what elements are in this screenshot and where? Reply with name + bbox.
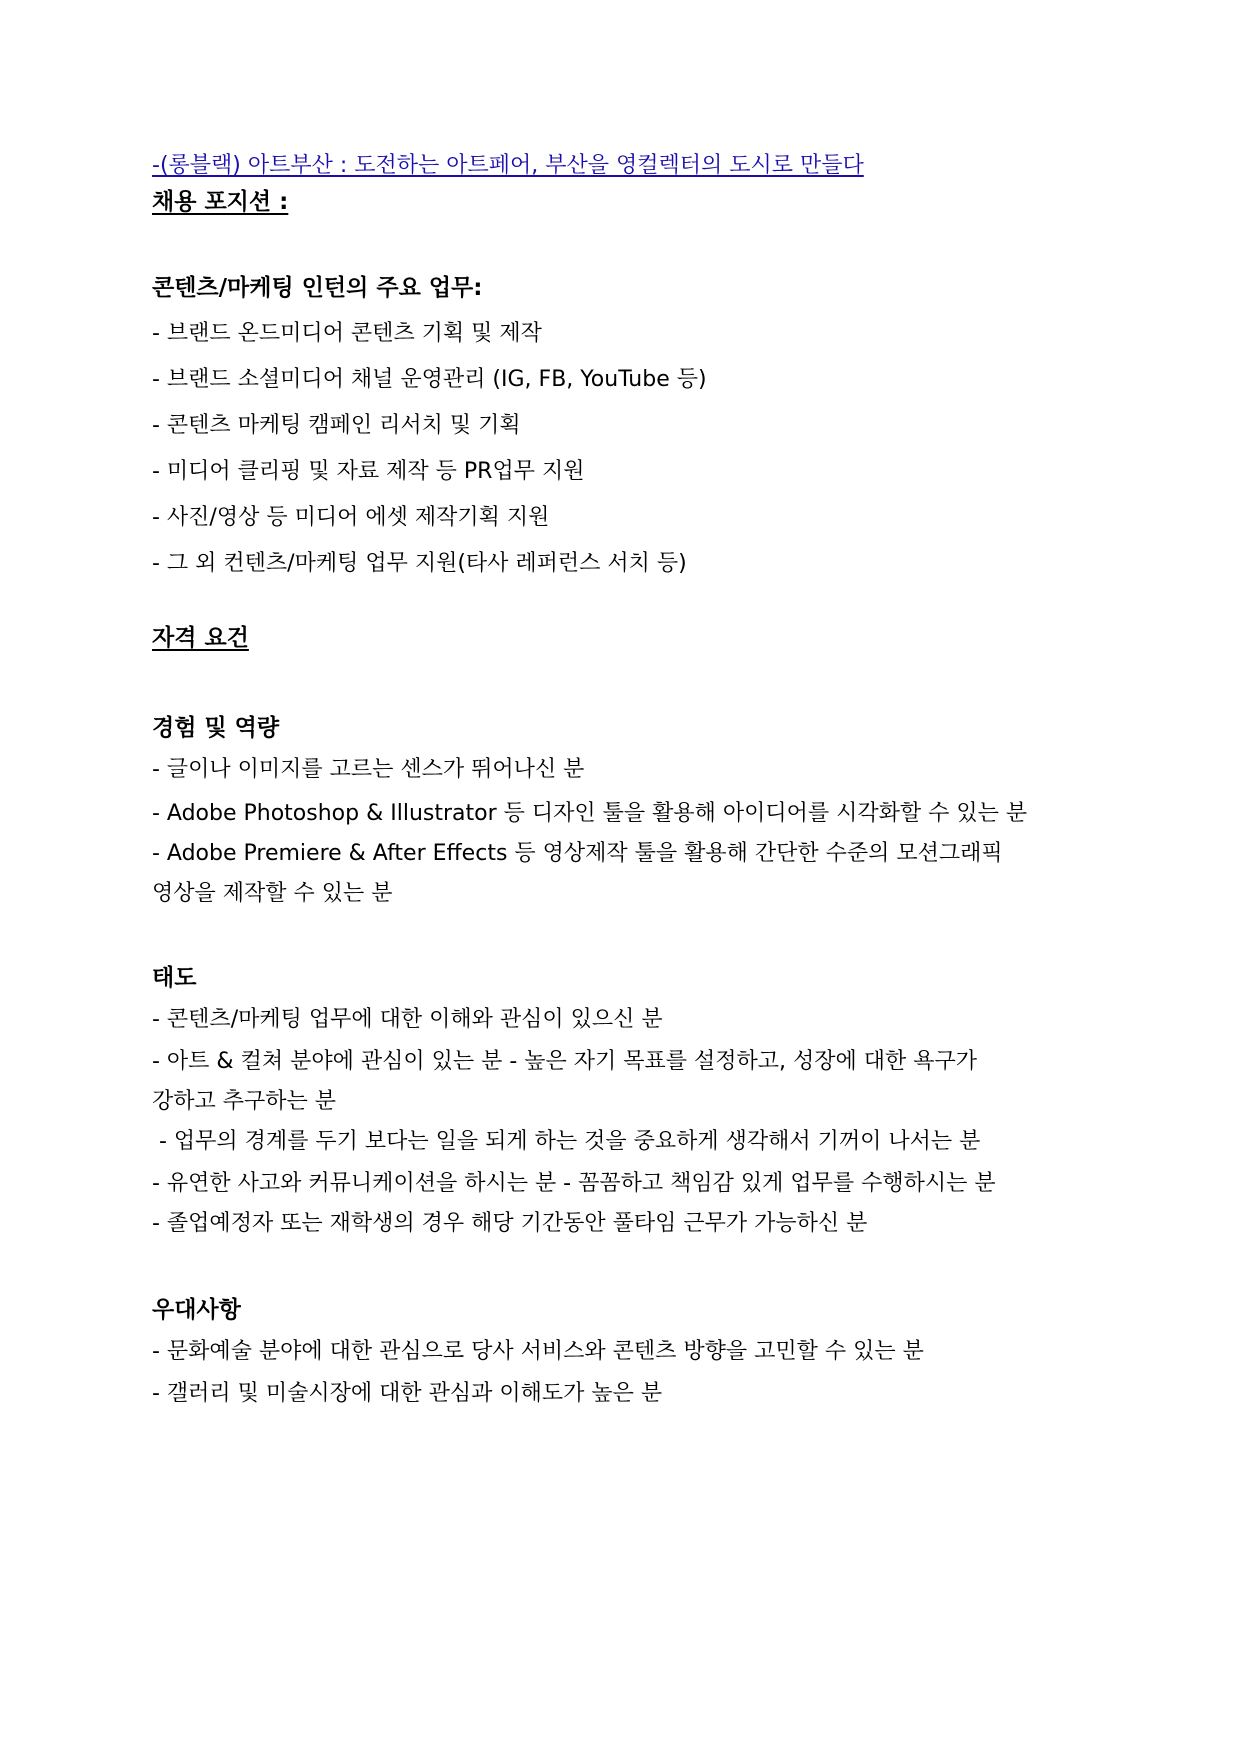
attitude-item: - 콘텐츠/마케팅 업무에 대한 이해와 관심이 있으신 분 <box>152 1007 663 1032</box>
attitude-heading: 태도 <box>152 965 197 991</box>
duty-item: - 브랜드 온드미디어 콘텐츠 기획 및 제작 <box>152 321 542 346</box>
document-page <box>152 150 1092 1418</box>
preferred-item: - 문화예술 분야에 대한 관심으로 당사 서비스와 콘텐츠 방향을 고민할 수 있는 분 <box>152 1339 924 1364</box>
experience-item: - Adobe Premiere & After Effects 등 영상제작 툴을 활용해 간단한 수준의 모션그래픽 <box>152 841 1003 866</box>
duty-item: - 콘텐츠 마케팅 캠페인 리서치 및 기획 <box>152 413 521 438</box>
duty-item: - 사진/영상 등 미디어 에셋 제작기획 지원 <box>152 505 550 530</box>
preferred-item: - 갤러리 및 미술시장에 대한 관심과 이해도가 높은 분 <box>152 1381 663 1406</box>
attitude-item: - 업무의 경계를 두기 보다는 일을 되게 하는 것을 중요하게 생각해서 기꺼이 나서는 분 <box>152 1129 981 1154</box>
experience-heading: 경험 및 역량 <box>152 715 280 741</box>
attitude-item: - 졸업예정자 또는 재학생의 경우 해당 기간동안 풀타임 근무가 가능하신 분 <box>152 1211 868 1236</box>
experience-item: - 글이나 이미지를 고르는 센스가 뛰어나신 분 <box>152 757 585 782</box>
attitude-item: 강하고 추구하는 분 <box>152 1089 337 1114</box>
attitude-item: - 아트 & 컬쳐 분야에 관심이 있는 분 - 높은 자기 목표를 설정하고, 성장에 대한 욕구가 <box>152 1049 977 1074</box>
article-link[interactable]: -(롱블랙) 아트부산 : 도전하는 아트페어, 부산을 영컬렉터의 도시로 만들다 <box>152 153 864 178</box>
duty-item: - 그 외 컨텐츠/마케팅 업무 지원(타사 레퍼런스 서치 등) <box>152 551 687 576</box>
duty-item: - 미디어 클리핑 및 자료 제작 등 PR업무 지원 <box>152 459 585 484</box>
experience-item: - Adobe Photoshop & Illustrator 등 디자인 툴을 활용해 아이디어를 시각화할 수 있는 분 <box>152 801 1028 826</box>
duty-item: - 브랜드 소셜미디어 채널 운영관리 (IG, FB, YouTube 등) <box>152 367 707 392</box>
attitude-item: - 유연한 사고와 커뮤니케이션을 하시는 분 - 꼼꼼하고 책임감 있게 업무를 수행하시는 분 <box>152 1171 996 1196</box>
requirements-heading: 자격 요건 <box>152 625 249 651</box>
preferred-heading: 우대사항 <box>152 1297 241 1323</box>
experience-item: 영상을 제작할 수 있는 분 <box>152 881 393 906</box>
position-heading: 채용 포지션 : <box>152 189 289 215</box>
duties-heading: 콘텐츠/마케팅 인턴의 주요 업무: <box>152 275 483 301</box>
